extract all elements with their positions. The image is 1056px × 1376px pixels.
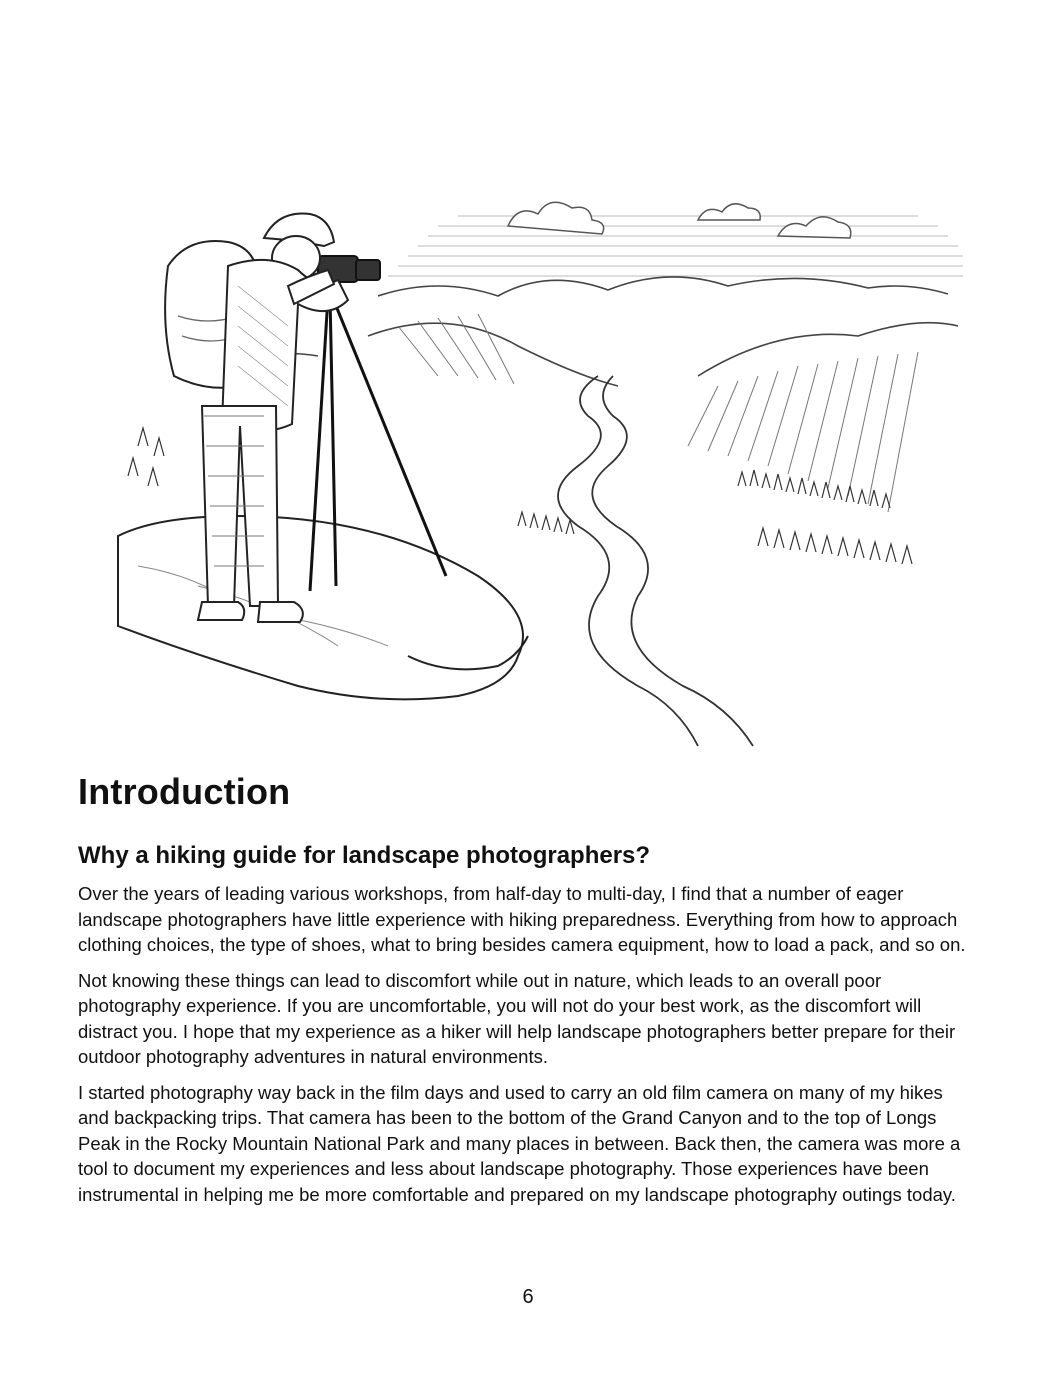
river — [558, 376, 753, 746]
page-content — [78, 768, 978, 1207]
paragraph-2: Not knowing these things can lead to discomfort while out in nature, which leads to an overall poor photography experience. If you are uncomfortable, you will not do your best work, as the discomfort will distract you. I hope that my experience as a hiker will help landscape photographers better prepare for their outdoor photography adventures in natural environments. — [78, 969, 956, 1067]
landscape-illustration — [78, 186, 970, 750]
clouds — [508, 202, 851, 238]
paragraph-1: Over the years of leading various workshops, from half-day to multi-day, I find that a number of eager landscape photographers have little experience with hiking preparedness. Everything from how to approach clothing choices, the type of shoes, what to bring besides camera equipment, how to load a pack, and so on. — [78, 883, 966, 955]
mountain-hatching — [398, 314, 918, 512]
page-number: 6 — [522, 1286, 534, 1308]
paragraph-3: I started photography way back in the film days and used to carry an old film camera on many of my hikes and backpacking trips. That camera has been to the bottom of the Grand Canyon and to the top of Longs Peak in the Rocky Mountain National Park and many places in between. Back then, the camera was more a tool to document my experiences and less about landscape photography. Those experiences have been instrumental in helping me be more comfortable and prepared on my landscape photography outings today. — [78, 1081, 961, 1205]
illustration-drawing — [78, 186, 970, 750]
page-title: Introduction — [78, 771, 291, 812]
section-heading: Why a hiking guide for landscape photographers? — [78, 842, 651, 869]
sky-hatching — [388, 216, 963, 276]
rock-ledge — [118, 516, 528, 699]
